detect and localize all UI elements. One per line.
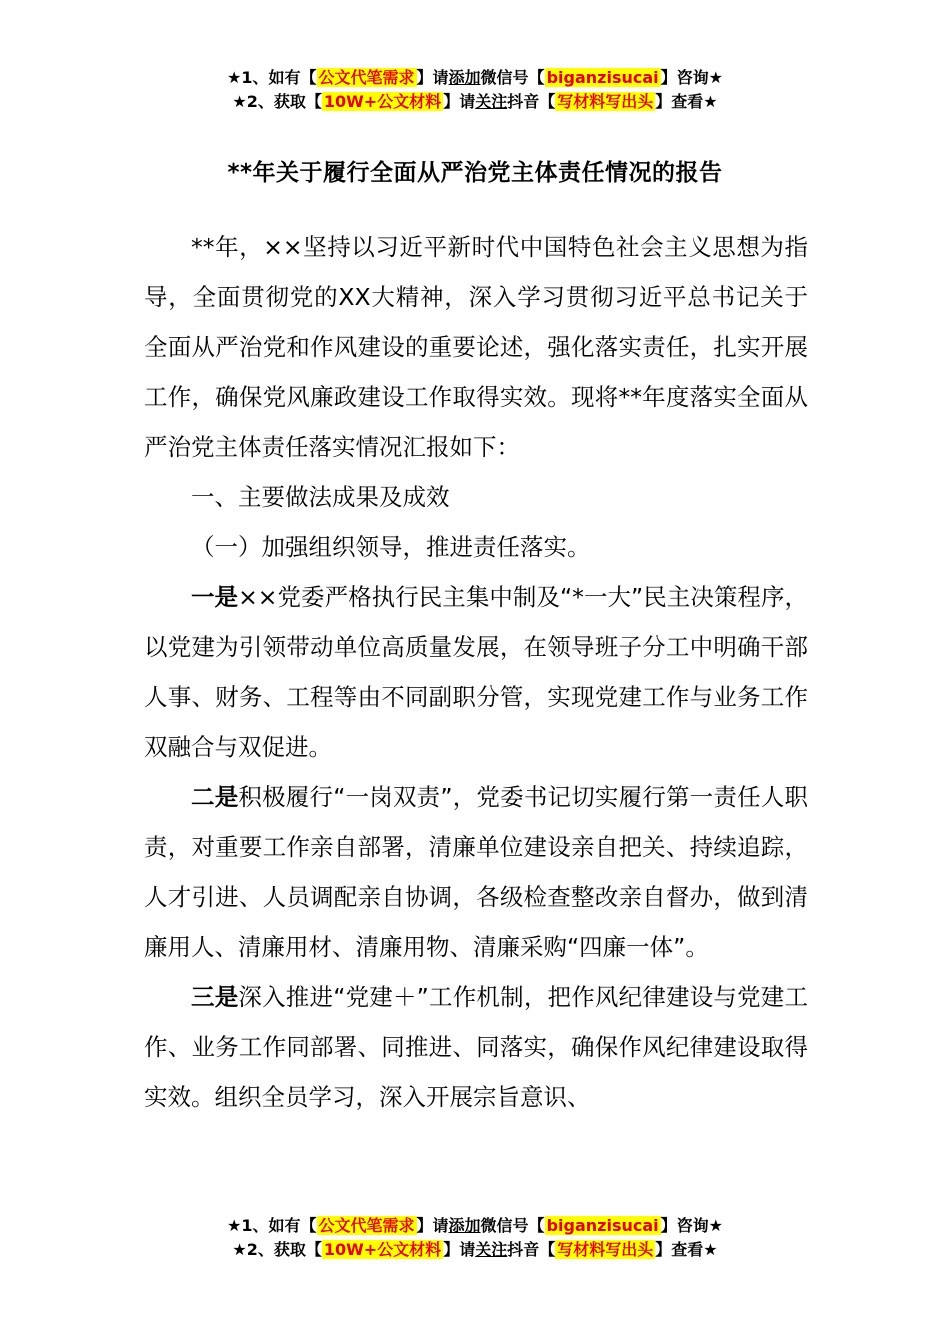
banner-text: 】请	[416, 68, 449, 87]
point-paragraph	[144, 772, 808, 972]
add-underlined: 添加	[448, 68, 481, 87]
point-lead: 三是	[191, 983, 239, 1011]
point-paragraph	[144, 972, 808, 1122]
point-lead: 一是	[191, 583, 239, 611]
douyin-highlight: 写材料写出头	[557, 92, 654, 111]
service-highlight: 公文代笔需求	[318, 1216, 415, 1235]
banner-text: 】咨询★	[660, 1216, 723, 1235]
banner-text: 】请	[443, 92, 476, 111]
intro-paragraph: **年，××坚持以习近平新时代中国特色社会主义思想为指导，全面贯彻党的XX大精神，深入学习贯彻习近平总书记关于全面从严治党和作风建设的重要论述，强化落实责任，扎实开展工作，确保党风廉政建设工作取得实效。现将**年度落实全面从严治党主体责任落实情况汇报如下：	[144, 233, 808, 461]
banner-text: ★2、获取【	[232, 1240, 322, 1259]
document-title: **年关于履行全面从严治党主体责任情况的报告	[227, 160, 723, 186]
banner-text: ★2、获取【	[232, 92, 322, 111]
banner-text: 】请	[443, 1240, 476, 1259]
service-highlight: 公文代笔需求	[318, 68, 415, 87]
section-heading: 一、主要做法成果及成效	[191, 483, 450, 511]
document-body	[144, 222, 808, 1122]
banner-text: 】查看★	[655, 92, 718, 111]
banner-text: ★1、如有【	[227, 1216, 317, 1235]
subsection-heading: （一）加强组织领导，推进责任落实。	[191, 533, 591, 561]
banner-text: 抖音【	[507, 1240, 556, 1259]
banner-text: 】请	[416, 1216, 449, 1235]
follow-underlined: 关注	[475, 92, 508, 111]
banner-line-1	[0, 66, 950, 90]
follow-underlined: 关注	[475, 1240, 508, 1259]
banner-text: 微信号【	[480, 1216, 545, 1235]
banner-text: 抖音【	[507, 92, 556, 111]
douyin-highlight: 写材料写出头	[557, 1240, 654, 1259]
point-text: 积极履行“一岗双责”，党委书记切实履行第一责任人职责，对重要工作亲自部署，清廉单位建设亲自把关、持续追踪，人才引进、人员调配亲自协调，各级检查整改亲自督办，做到清廉用人、清廉用材、清廉用物、清廉采购“四廉一体”。	[144, 783, 808, 961]
banner-text: 】查看★	[655, 1240, 718, 1259]
material-highlight: 10W+公文材料	[323, 1240, 442, 1259]
wechat-id-highlight: biganzisucai	[546, 68, 659, 87]
banner-line-2	[0, 1238, 950, 1262]
footer-banner	[0, 1214, 950, 1262]
banner-line-2	[0, 90, 950, 114]
point-text: ××党委严格执行民主集中制及“*一大”民主决策程序，以党建为引领带动单位高质量发展，在领导班子分工中明确干部人事、财务、工程等由不同副职分管，实现党建工作与业务工作双融合与双促进。	[144, 583, 809, 761]
header-banner	[0, 66, 950, 114]
add-underlined: 添加	[448, 1216, 481, 1235]
banner-line-1	[0, 1214, 950, 1238]
banner-text: ★1、如有【	[227, 68, 317, 87]
banner-text: 微信号【	[480, 68, 545, 87]
point-text: 深入推进“党建＋”工作机制，把作风纪律建设与党建工作、业务工作同部署、同推进、同落实，确保作风纪律建设取得实效。组织全员学习，深入开展宗旨意识、	[144, 983, 808, 1111]
material-highlight: 10W+公文材料	[323, 92, 442, 111]
wechat-id-highlight: biganzisucai	[546, 1216, 659, 1235]
point-lead: 二是	[191, 783, 239, 811]
point-paragraph	[144, 572, 808, 772]
banner-text: 】咨询★	[660, 68, 723, 87]
